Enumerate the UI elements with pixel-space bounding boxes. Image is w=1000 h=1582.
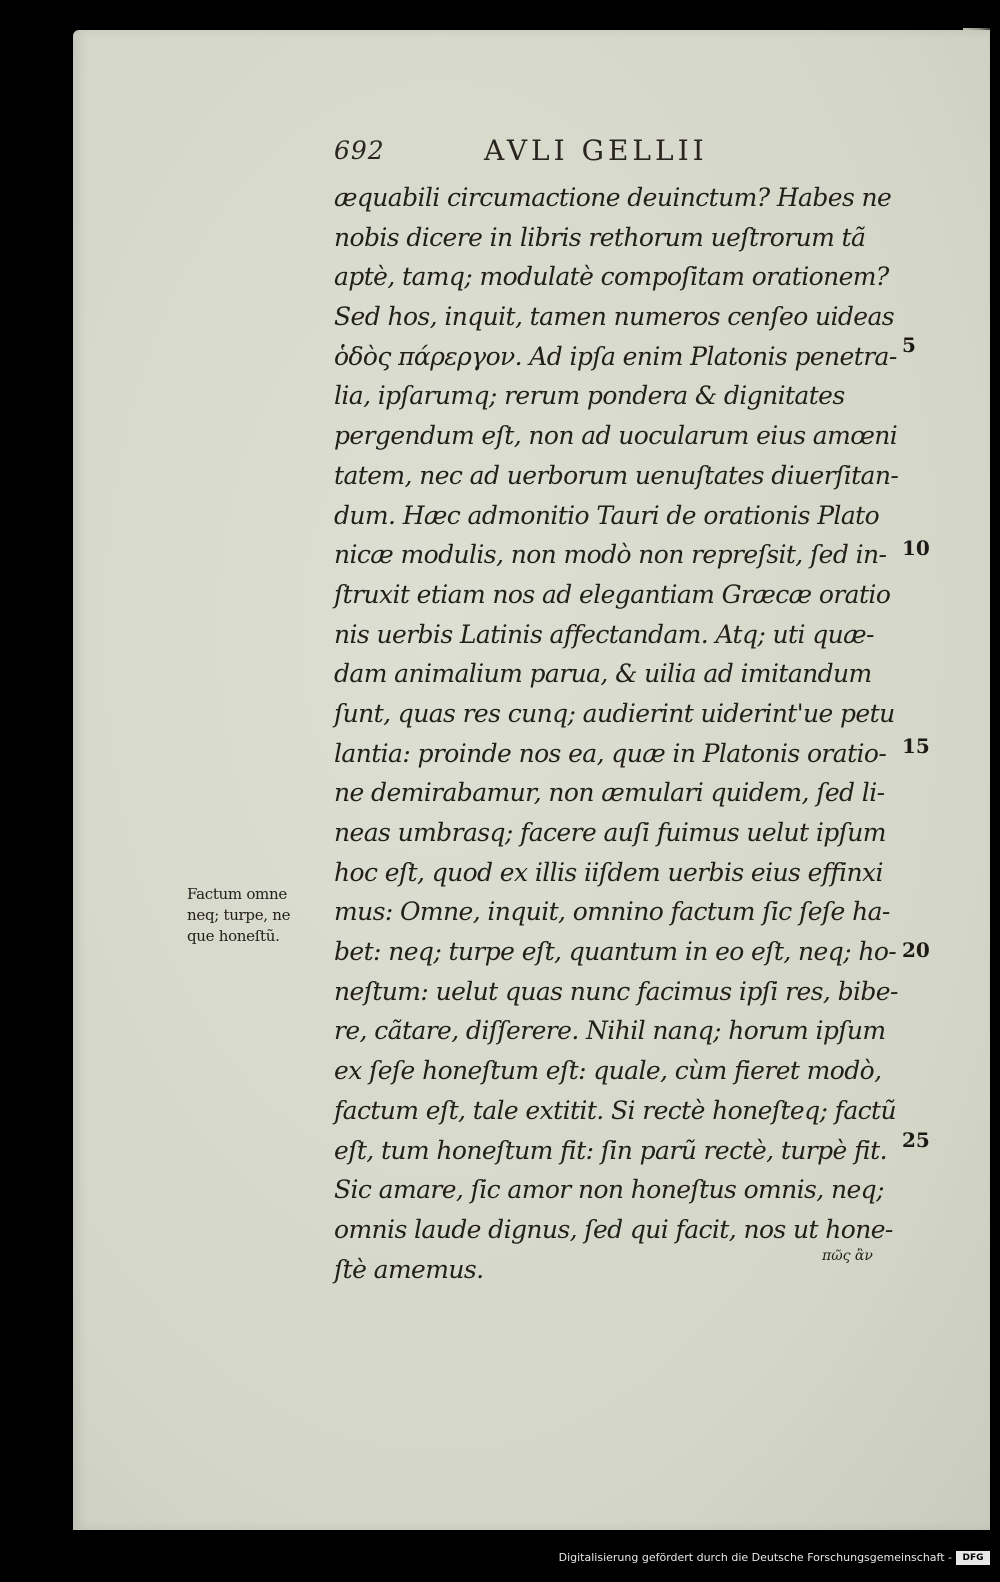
marginal-note-line: que honeſtũ. xyxy=(187,927,280,945)
marginal-note-line: neq; turpe, ne xyxy=(187,906,291,924)
text-line: æquabili circumactione deuinctum? Habes ne xyxy=(334,183,892,212)
running-head-title: AVLI GELLII xyxy=(484,134,708,167)
text-line: Sic amare, ſic amor non honeſtus omnis, neq; xyxy=(334,1175,884,1205)
marginal-note xyxy=(187,884,337,947)
text-line: nobis dicere in libris rethorum ueſtrorum tã xyxy=(334,222,866,252)
catchword: πῶς ἂν xyxy=(822,1248,873,1264)
text-line: ne demirabamur, non æmulari quidem, ſed li- xyxy=(334,778,885,808)
line-number-15: 15 xyxy=(902,734,930,758)
text-line: ὁδὸς πάρεργον. Ad ipſa enim Platonis penetra- xyxy=(334,341,897,371)
text-line: omnis laude dignus, ſed qui facit, nos ut hone- xyxy=(334,1214,893,1244)
text-line: nicæ modulis, non modò non repreſsit, ſed in- xyxy=(334,540,887,570)
text-line: bet: neq; turpe eſt, quantum in eo eſt, neq; ho- xyxy=(334,937,897,967)
text-line: factum eſt, tale extitit. Si rectè honeſteq; factũ xyxy=(334,1095,896,1125)
running-head xyxy=(334,132,754,172)
text-line: neſtum: uelut quas nunc facimus ipſi res, bibe- xyxy=(334,976,898,1006)
line-number-5: 5 xyxy=(902,333,916,357)
text-line: lia, ipſarumq; rerum pondera & dignitates xyxy=(334,381,845,411)
marginal-note-line: Factum omne xyxy=(187,885,287,903)
text-line: re, cãtare, diſſerere. Nihil nanq; horum ipſum xyxy=(334,1016,886,1046)
text-line: ex ſeſe honeſtum eſt: quale, cùm fieret modò, xyxy=(334,1056,882,1086)
text-line: aptè, tamq; modulatè compoſitam orationem? xyxy=(334,262,889,292)
text-line: dam animalium parua, & uilia ad imitandum xyxy=(334,659,872,689)
text-line: ſunt, quas res cunq; audierint uiderint'ue petu xyxy=(334,698,895,728)
line-number-20: 20 xyxy=(902,938,930,962)
text-line: ſtè amemus. xyxy=(334,1254,484,1284)
text-line: lantia: proinde nos ea, quæ in Platonis oratio- xyxy=(334,738,887,768)
page-number: 692 xyxy=(334,136,385,165)
text-line: pergendum eſt, non ad uocularum eius amœni xyxy=(334,421,898,451)
text-line: neas umbrasq; facere auſi fuimus uelut ipſum xyxy=(334,818,886,847)
text-line: Sed hos, inquit, tamen numeros cenſeo uideas xyxy=(334,302,895,332)
dfg-logo-icon: DFG xyxy=(956,1551,990,1565)
text-line: hoc eſt, quod ex illis iiſdem uerbis eius effinxi xyxy=(334,857,883,887)
line-number-25: 25 xyxy=(902,1128,930,1152)
line-number-10: 10 xyxy=(902,536,930,560)
main-text xyxy=(334,178,899,1289)
text-line: nis uerbis Latinis affectandam. Atq; uti quæ- xyxy=(334,619,874,649)
text-line: mus: Omne, inquit, omnino factum ſic ſeſe ha- xyxy=(334,897,890,927)
text-line: eſt, tum honeſtum fit: ſin parũ rectè, turpè fit. xyxy=(334,1135,887,1165)
text-line: ſtruxit etiam nos ad elegantiam Græcæ oratio xyxy=(334,579,891,609)
digitization-credit: Digitalisierung gefördert durch die Deutsche Forschungsgemeinschaft - xyxy=(558,1551,952,1564)
text-line: tatem, nec ad uerborum uenuſtates diuerſitan- xyxy=(334,460,899,490)
text-line: dum. Hæc admonitio Tauri de orationis Plato xyxy=(334,500,880,530)
